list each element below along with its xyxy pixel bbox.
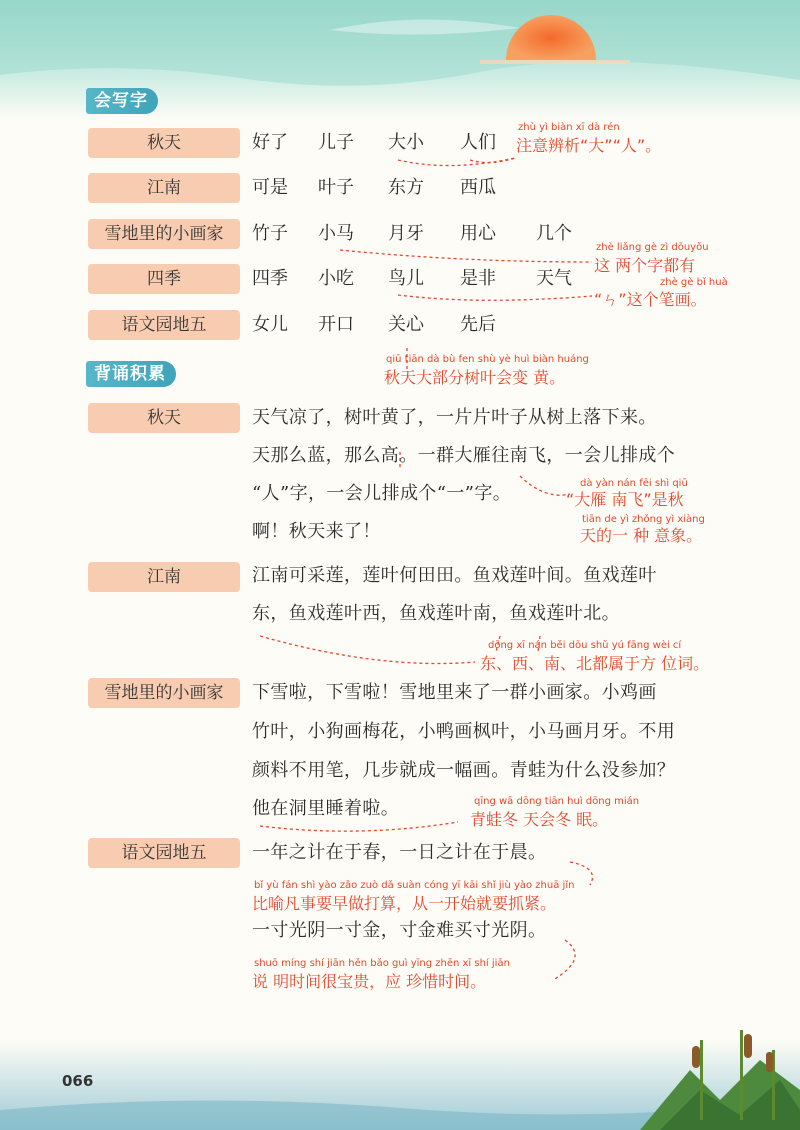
note-text: 青蛙冬 天会冬 眠。 — [470, 810, 609, 829]
note-pinyin: dōng xī nán běi dōu shǔ yú fāng wèi cí — [488, 640, 682, 651]
write-word: 儿子 — [318, 132, 354, 153]
lesson-pill: 江南 — [88, 562, 240, 592]
write-word: 小马 — [318, 223, 354, 244]
write-word: 先后 — [460, 314, 496, 335]
note-text: 这 两个字都有 — [594, 256, 696, 275]
recite-line: 竹叶，小狗画梅花，小鸭画枫叶，小马画月牙。不用 — [252, 721, 676, 742]
lesson-pill: 语文园地五 — [88, 310, 240, 340]
write-word: 几个 — [536, 223, 572, 244]
note-text: “大雁 南飞”是秋 — [566, 490, 684, 509]
note-text: “ㄣ”这个笔画。 — [594, 290, 707, 309]
note-pinyin: qiū tiān dà bù fen shù yè huì biàn huáng — [386, 354, 589, 365]
note-text: 东、西、南、北都属于方 位词。 — [480, 654, 710, 673]
write-word: 四季 — [252, 268, 288, 289]
lesson-pill: 语文园地五 — [88, 838, 240, 868]
note-text: 注意辨析“大”“人”。 — [516, 136, 662, 155]
lesson-pill: 秋天 — [88, 403, 240, 433]
note-pinyin: zhù yì biàn xī dà rén — [518, 122, 620, 133]
write-word: 用心 — [460, 223, 496, 244]
write-word: 好了 — [252, 132, 288, 153]
lesson-pill: 秋天 — [88, 128, 240, 158]
write-word: 人们 — [460, 132, 496, 153]
recite-line: 一年之计在于春，一日之计在于晨。 — [252, 842, 547, 863]
recite-line: 他在洞里睡着啦。 — [252, 798, 400, 819]
note-text: 说 明时间很宝贵，应 珍惜时间。 — [252, 972, 487, 991]
recite-line: 一寸光阴一寸金，寸金难买寸光阴。 — [252, 920, 547, 941]
lesson-pill: 四季 — [88, 264, 240, 294]
recite-line: 天气凉了，树叶黄了，一片片叶子从树上落下来。 — [252, 407, 657, 428]
write-word: 小吃 — [318, 268, 354, 289]
note-pinyin: qīng wā dōng tiān huì dōng mián — [474, 796, 640, 807]
recite-line: 颜料不用笔，几步就成一幅画。青蛙为什么没参加？ — [252, 760, 676, 781]
write-word: 东方 — [388, 177, 424, 198]
section-recite-title: 背诵积累 — [86, 361, 176, 387]
write-word: 西瓜 — [460, 177, 496, 198]
recite-line: 江南可采莲，莲叶何田田。鱼戏莲叶间。鱼戏莲叶 — [252, 565, 657, 586]
note-pinyin: shuō míng shí jiān hěn bǎo guì yīng zhēn xī shí jiān — [254, 958, 510, 969]
note-text: 秋天大部分树叶会变 黄。 — [384, 368, 566, 387]
section-write-title: 会写字 — [86, 88, 158, 114]
write-word: 大小 — [388, 132, 424, 153]
write-word: 月牙 — [388, 223, 424, 244]
recite-line: 天那么蓝，那么高。一群大雁往南飞，一会儿排成个 — [252, 445, 676, 466]
recite-line: 东，鱼戏莲叶西，鱼戏莲叶南，鱼戏莲叶北。 — [252, 603, 620, 624]
lesson-pill: 江南 — [88, 173, 240, 203]
recite-line: 啊！秋天来了！ — [252, 521, 381, 542]
note-pinyin: zhè gè bǐ huà — [660, 277, 728, 288]
write-word: 开口 — [318, 314, 354, 335]
note-pinyin: dà yàn nán fēi shì qiū — [580, 478, 688, 489]
write-word: 关心 — [388, 314, 424, 335]
note-text: 天的一 种 意象。 — [580, 526, 703, 545]
note-pinyin: zhè liǎng gè zì dōuyǒu — [596, 242, 709, 253]
write-word: 竹子 — [252, 223, 288, 244]
recite-line: 下雪啦，下雪啦！雪地里来了一群小画家。小鸡画 — [252, 682, 657, 703]
write-word: 叶子 — [318, 177, 354, 198]
write-word: 可是 — [252, 177, 288, 198]
write-word: 鸟儿 — [388, 268, 424, 289]
write-word: 天气 — [536, 268, 572, 289]
recite-line: “人”字，一会儿排成个“一”字。 — [252, 483, 512, 504]
note-text: 比喻凡事要早做打算，从一开始就要抓紧。 — [252, 894, 557, 913]
write-word: 女儿 — [252, 314, 288, 335]
note-pinyin: bǐ yù fán shì yào zǎo zuò dǎ suàn cóng yī kāi shǐ jiù yào zhuā jǐn — [254, 880, 575, 891]
lesson-pill: 雪地里的小画家 — [88, 678, 240, 708]
write-word: 是非 — [460, 268, 496, 289]
page-number: 066 — [62, 1072, 94, 1090]
note-pinyin: tiān de yì zhǒng yì xiàng — [582, 514, 705, 525]
lesson-pill: 雪地里的小画家 — [88, 219, 240, 249]
